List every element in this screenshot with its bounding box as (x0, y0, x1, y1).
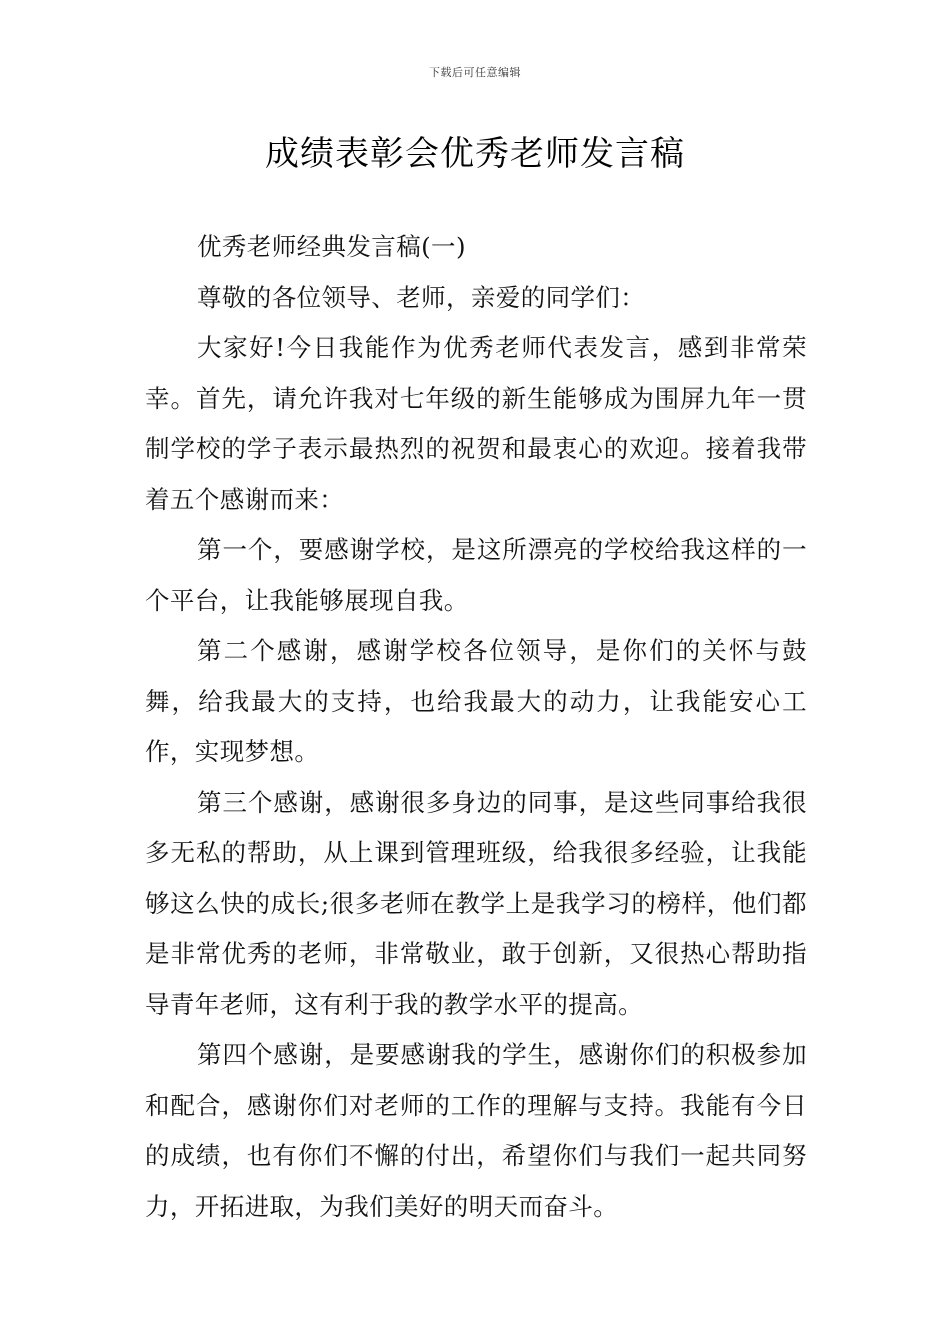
document-body (145, 222, 807, 1232)
paragraph-thanks-2: 第二个感谢，感谢学校各位领导，是你们的关怀与鼓舞，给我最大的支持，也给我最大的动力，让我能安心工作，实现梦想。 (145, 636, 807, 766)
paragraph-thanks-4: 第四个感谢，是要感谢我的学生，感谢你们的积极参加和配合，感谢你们对老师的工作的理解与支持。我能有今日的成绩，也有你们不懈的付出，希望你们与我们一起共同努力，开拓进取，为我们美好的明天而奋斗。 (145, 1040, 807, 1221)
header-note: 下载后可任意编辑 (429, 66, 521, 79)
paragraph-opening: 大家好!今日我能作为优秀老师代表发言，感到非常荣幸。首先，请允许我对七年级的新生能够成为围屏九年一贯制学校的学子表示最热烈的祝贺和最衷心的欢迎。接着我带着五个感谢而来： (145, 333, 807, 514)
document-title: 成绩表彰会优秀老师发言稿 (265, 134, 685, 174)
paragraph-salutation: 尊敬的各位领导、老师，亲爱的同学们： (197, 282, 646, 312)
paragraph-thanks-3: 第三个感谢，感谢很多身边的同事，是这些同事给我很多无私的帮助，从上课到管理班级，给我很多经验，让我能够这么快的成长;很多老师在教学上是我学习的榜样，他们都是非常优秀的老师，非常敬业，敢于创新，又很热心帮助指导青年老师，这有利于我的教学水平的提高。 (145, 787, 807, 1019)
paragraph-thanks-1: 第一个，要感谢学校，是这所漂亮的学校给我这样的一个平台，让我能够展现自我。 (145, 535, 807, 615)
paragraph-subtitle: 优秀老师经典发言稿(一) (197, 232, 466, 261)
